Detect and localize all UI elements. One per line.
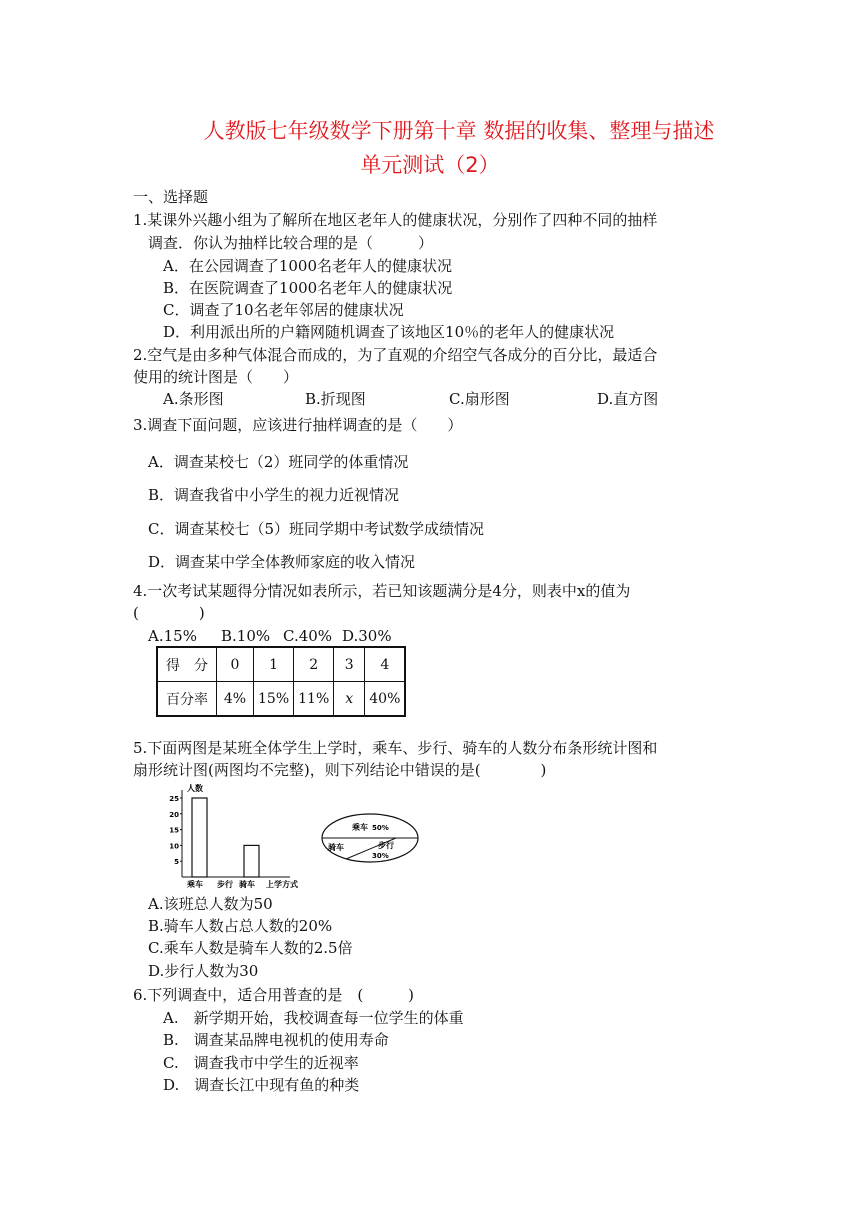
q1-option-b: B．在医院调查了1000名老年人的健康状况 <box>163 279 453 297</box>
score-table <box>156 646 406 717</box>
q4-option-b: B.10% <box>221 627 271 645</box>
table-cell: 3 <box>334 647 365 682</box>
q3-option-b: B．调查我省中小学生的视力近视情况 <box>148 486 400 504</box>
q1-option-a: A．在公园调查了1000名老年人的健康状况 <box>163 257 453 275</box>
table-cell: 2 <box>294 647 334 682</box>
y-tick-label: 15 <box>169 826 179 835</box>
q6-stem: 6.下列调查中，适合用普查的是 ( ) <box>133 986 415 1004</box>
y-tick-label: 25 <box>169 795 179 803</box>
q2-option-d: D.直方图 <box>597 390 659 408</box>
document-title-line1: 人教版七年级数学下册第十章 数据的收集、整理与描述 <box>203 119 715 143</box>
y-tick-label: 10 <box>169 842 179 851</box>
q6-option-c: C. 调查我市中学生的近视率 <box>163 1054 359 1072</box>
q3-option-c: C．调查某校七（5）班同学期中考试数学成绩情况 <box>148 520 485 538</box>
q4-option-a: A.15% <box>148 627 197 645</box>
q5-option-a: A.该班总人数为50 <box>148 895 273 913</box>
q2-stem-line2: 使用的统计图是（ ） <box>133 368 299 386</box>
q2-option-b: B.折现图 <box>305 390 366 408</box>
table-cell: 1 <box>254 647 294 682</box>
pie-value-walk: 30% <box>372 852 389 860</box>
table-cell: 百分率 <box>157 682 217 717</box>
bar-2 <box>244 845 259 877</box>
section-heading: 一、选择题 <box>133 188 209 206</box>
table-cell: 40% <box>365 682 406 717</box>
q4-option-c: C.40% <box>283 627 333 645</box>
pie-chart <box>322 814 418 862</box>
q6-option-a: A. 新学期开始，我校调查每一位学生的体重 <box>163 1009 464 1027</box>
bar-0 <box>192 798 207 877</box>
q6-option-b: B. 调查某品牌电视机的使用寿命 <box>163 1031 389 1049</box>
table-row <box>157 647 405 682</box>
pie-label-walk: 步行 <box>378 841 394 850</box>
table-cell: 0 <box>217 647 254 682</box>
q1-option-d: D．利用派出所的户籍网随机调查了该地区10％的老年人的健康状况 <box>163 323 615 341</box>
pie-value-bus: 50% <box>372 824 389 832</box>
y-tick-label: 5 <box>174 858 179 867</box>
pie-label-bus: 乘车 <box>352 823 368 832</box>
q2-option-a: A.条形图 <box>163 390 224 408</box>
table-cell: 11% <box>294 682 334 717</box>
q3-option-d: D．调查某中学全体教师家庭的收入情况 <box>148 553 416 571</box>
table-cell: x <box>334 682 365 717</box>
q1-option-c: C．调查了10名老年邻居的健康状况 <box>163 301 404 319</box>
table-cell: 4 <box>365 647 406 682</box>
q4-stem-line2: ( ) <box>133 604 205 622</box>
table-cell: 得 分 <box>157 647 217 682</box>
table-cell: 4% <box>217 682 254 717</box>
x-axis-label: 上学方式 <box>266 880 298 889</box>
table-row <box>157 682 405 717</box>
q3-stem: 3.调查下面问题，应该进行抽样调查的是（ ） <box>133 416 463 434</box>
document-title-line2: 单元测试（2） <box>360 153 500 177</box>
q2-option-c: C.扇形图 <box>449 390 510 408</box>
pie-label-bike: 骑车 <box>328 843 344 852</box>
category-label: 乘车 <box>187 880 203 889</box>
q5-stem-line1: 5.下面两图是某班全体学生上学时，乘车、步行、骑车的人数分布条形统计图和 <box>133 739 658 757</box>
q2-stem-line1: 2.空气是由多种气体混合而成的，为了直观的介绍空气各成分的百分比，最适合 <box>133 346 658 364</box>
q5-option-c: C.乘车人数是骑车人数的2.5倍 <box>148 939 353 957</box>
bar-and-pie-chart <box>160 780 430 890</box>
q3-option-a: A．调查某校七（2）班同学的体重情况 <box>148 453 409 471</box>
q5-option-b: B.骑车人数占总人数的20% <box>148 917 333 935</box>
y-axis-label: 人数 <box>187 784 203 793</box>
q4-option-d: D.30% <box>342 627 392 645</box>
y-tick-label: 20 <box>169 810 179 819</box>
category-label: 步行 <box>217 880 233 889</box>
q4-stem-line1: 4.一次考试某题得分情况如表所示，若已知该题满分是4分，则表中x的值为 <box>133 582 631 600</box>
chart-area <box>160 780 430 894</box>
q6-option-d: D. 调查长江中现有鱼的种类 <box>163 1076 360 1094</box>
q1-stem-line2: 调查．你认为抽样比较合理的是（ ） <box>148 234 434 252</box>
category-label: 骑车 <box>239 880 255 889</box>
q5-stem-line2: 扇形统计图(两图均不完整)，则下列结论中错误的是( ) <box>133 761 547 779</box>
table-cell: 15% <box>254 682 294 717</box>
q1-stem-line1: 1.某课外兴趣小组为了解所在地区老年人的健康状况，分别作了四种不同的抽样 <box>133 211 658 229</box>
bar-chart <box>169 783 298 889</box>
q5-option-d: D.步行人数为30 <box>148 962 259 980</box>
